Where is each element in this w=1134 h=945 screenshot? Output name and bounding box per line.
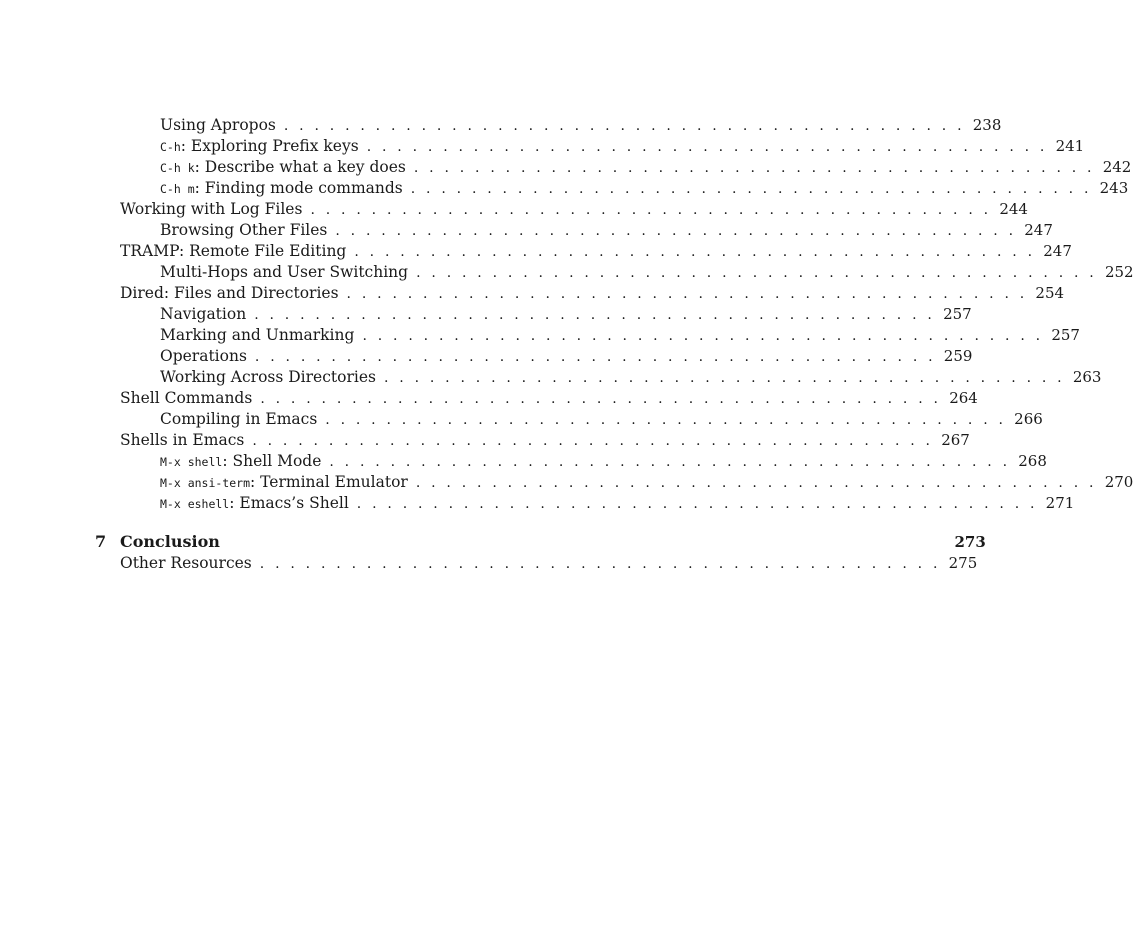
dot-leader: . . . . . . . . . . . . . . . . . . . . . . . . . . . . . . . . . . . . . . . . . . . . . (415, 475, 1097, 491)
toc-entry-text: Working with Log Files (120, 200, 303, 218)
toc-entry-code: C-h k (160, 161, 195, 175)
toc-entry-title (160, 136, 367, 157)
toc-entry-text: Operations (160, 347, 247, 365)
toc-entry-text: Browsing Other Files (160, 221, 328, 239)
toc-entry-title (160, 493, 357, 514)
toc-entry-text: : Describe what a key does (194, 158, 406, 176)
toc-entry[interactable] (160, 367, 1102, 387)
toc-entry[interactable] (160, 115, 1002, 135)
toc-entry[interactable] (160, 157, 1132, 177)
toc-entry-page-number: 252 (1104, 263, 1134, 281)
toc-entry-title (120, 553, 260, 573)
toc-entry-code: M-x ansi-term (160, 476, 251, 490)
toc-entry-text: Marking and Unmarking (160, 326, 355, 344)
toc-entry-title (120, 199, 310, 219)
dot-leader: . . . . . . . . . . . . . . . . . . . . . . . . . . . . . . . . . . . . . . . . . . . . . (254, 349, 936, 365)
toc-entry-title (160, 409, 325, 429)
toc-entry[interactable] (160, 346, 973, 366)
dot-leader: . . . . . . . . . . . . . . . . . . . . . . . . . . . . . . . . . . . . . . . . . . . . . (260, 391, 942, 407)
chapter-number: 7 (95, 532, 107, 551)
toc-entry-text: : Finding mode commands (194, 179, 403, 197)
toc-entry-page-number: 270 (1104, 473, 1134, 491)
toc-entry-page-number: 242 (1102, 158, 1132, 176)
toc-entry-code: C-h (160, 140, 181, 154)
dot-leader: . . . . . . . . . . . . . . . . . . . . . . . . . . . . . . . . . . . . . . . . . . . . . (335, 223, 1017, 239)
toc-entry-text: TRAMP: Remote File Editing (120, 242, 347, 260)
toc-entry-page-number: 243 (1099, 179, 1129, 197)
dot-leader: . . . . . . . . . . . . . . . . . . . . . . . . . . . . . . . . . . . . . . . . . . . . . (416, 265, 1097, 281)
toc-entry[interactable] (160, 325, 1080, 345)
toc-entry-code: C-h m (160, 182, 195, 196)
toc-entry-page-number: 268 (1018, 452, 1047, 470)
toc-entry-title (160, 220, 335, 240)
toc-entry[interactable] (120, 430, 970, 450)
toc-entry[interactable] (120, 241, 1072, 261)
toc-chapter-entry[interactable] (120, 532, 986, 552)
dot-leader: . . . . . . . . . . . . . . . . . . . . . . . . . . . . . . . . . . . . . . . . . . . . . (329, 454, 1011, 470)
toc-entry-title (160, 115, 284, 135)
toc-entry-title (160, 451, 329, 472)
toc-entry-page-number: 254 (1035, 284, 1065, 302)
dot-leader: . . . . . . . . . . . . . . . . . . . . . . . . . . . . . . . . . . . . . . . . . . . . . (362, 328, 1044, 344)
toc-entry-text: Shells in Emacs (120, 431, 245, 449)
toc-entry-text: : Shell Mode (222, 452, 322, 470)
toc-entry-text: Conclusion (120, 532, 220, 551)
toc-entry-code: M-x eshell (160, 497, 230, 511)
toc-entry-text: Dired: Files and Directories (120, 284, 339, 302)
toc-entry-title (160, 346, 255, 366)
toc-entry-page-number: 273 (954, 533, 986, 551)
toc-entry-title (120, 430, 252, 450)
toc-entry-title (120, 241, 354, 261)
toc-entry[interactable] (160, 304, 972, 324)
toc-entry[interactable] (160, 472, 1134, 492)
toc-entry-page-number: 238 (972, 116, 1002, 134)
dot-leader: . . . . . . . . . . . . . . . . . . . . . . . . . . . . . . . . . . . . . . . . . . . . . (356, 496, 1038, 512)
toc-entry-page-number: 257 (1051, 326, 1080, 344)
toc-entry-page-number: 244 (999, 200, 1028, 218)
toc-entry-page-number: 264 (949, 389, 978, 407)
toc-entry[interactable] (160, 136, 1085, 156)
toc-entry-text: Using Apropos (160, 116, 276, 134)
toc-entry-page-number: 259 (943, 347, 973, 365)
toc-entry[interactable] (160, 178, 1129, 198)
toc-entry[interactable] (160, 451, 1047, 471)
toc-entry-page-number: 266 (1014, 410, 1043, 428)
toc-entry-title (120, 532, 228, 552)
dot-leader: . . . . . . . . . . . . . . . . . . . . . . . . . . . . . . . . . . . . . . . . . . . . . (413, 160, 1095, 176)
toc-entry[interactable] (120, 199, 1028, 219)
dot-leader: . . . . . . . . . . . . . . . . . . . . . . . . . . . . . . . . . . . . . . . . . . . . . (259, 556, 941, 572)
toc-entry-title (160, 472, 416, 493)
dot-leader: . . . . . . . . . . . . . . . . . . . . . . . . . . . . . . . . . . . . . . . . . . . . . (252, 433, 934, 449)
toc-entry-title (160, 262, 416, 282)
dot-leader: . . . . . . . . . . . . . . . . . . . . . . . . . . . . . . . . . . . . . . . . . . . . . (310, 202, 992, 218)
toc-entry-text: Shell Commands (120, 389, 253, 407)
toc-entry-title (160, 367, 384, 387)
toc-entry[interactable] (120, 283, 1065, 303)
toc-entry-text: Navigation (160, 305, 247, 323)
toc-entry-page-number: 247 (1043, 242, 1072, 260)
dot-leader: . . . . . . . . . . . . . . . . . . . . . . . . . . . . . . . . . . . . . . . . . . . . . (283, 118, 965, 134)
toc-entry-page-number: 267 (941, 431, 970, 449)
toc-entry-text: Other Resources (120, 554, 252, 572)
toc-entry-page-number: 271 (1045, 494, 1075, 512)
toc-entry-page-number: 263 (1072, 368, 1102, 386)
dot-leader: . . . . . . . . . . . . . . . . . . . . . . . . . . . . . . . . . . . . . . . . . . . . . (383, 370, 1065, 386)
toc-entry-text: : Terminal Emulator (250, 473, 408, 491)
toc-entry-title (160, 325, 362, 345)
toc-entry[interactable] (160, 493, 1075, 513)
dot-leader: . . . . . . . . . . . . . . . . . . . . . . . . . . . . . . . . . . . . . . . . . . . . . (346, 286, 1028, 302)
toc-entry-title (160, 178, 411, 199)
toc-entry-title (160, 157, 414, 178)
toc-entry-text: Working Across Directories (160, 368, 376, 386)
toc-entry-title (120, 283, 347, 303)
toc-entry-text: : Emacs’s Shell (229, 494, 349, 512)
toc-entry[interactable] (160, 220, 1053, 240)
dot-leader: . . . . . . . . . . . . . . . . . . . . . . . . . . . . . . . . . . . . . . . . . . . . . (325, 412, 1007, 428)
toc-entry[interactable] (160, 409, 1043, 429)
toc-entry[interactable] (160, 262, 1134, 282)
dot-leader: . . . . . . . . . . . . . . . . . . . . . . . . . . . . . . . . . . . . . . . . . . . . . (366, 139, 1048, 155)
toc-entry[interactable] (120, 388, 978, 408)
toc-entry-page-number: 257 (943, 305, 972, 323)
toc-entry-text: Multi-Hops and User Switching (160, 263, 409, 281)
toc-entry-page-number: 247 (1024, 221, 1053, 239)
toc-entry[interactable] (120, 553, 978, 573)
dot-leader: . . . . . . . . . . . . . . . . . . . . . . . . . . . . . . . . . . . . . . . . . . . . . (410, 181, 1092, 197)
toc-entry-title (160, 304, 254, 324)
toc-entry-page-number: 241 (1055, 137, 1085, 155)
dot-leader: . . . . . . . . . . . . . . . . . . . . . . . . . . . . . . . . . . . . . . . . . . . . . (354, 244, 1036, 260)
toc-entry-page-number: 275 (948, 554, 978, 572)
dot-leader: . . . . . . . . . . . . . . . . . . . . . . . . . . . . . . . . . . . . . . . . . . . . . (254, 307, 936, 323)
toc-entry-title (120, 388, 260, 408)
toc-entry-text: : Exploring Prefix keys (180, 137, 359, 155)
toc-entry-code: M-x shell (160, 455, 223, 469)
toc-entry-text: Compiling in Emacs (160, 410, 318, 428)
